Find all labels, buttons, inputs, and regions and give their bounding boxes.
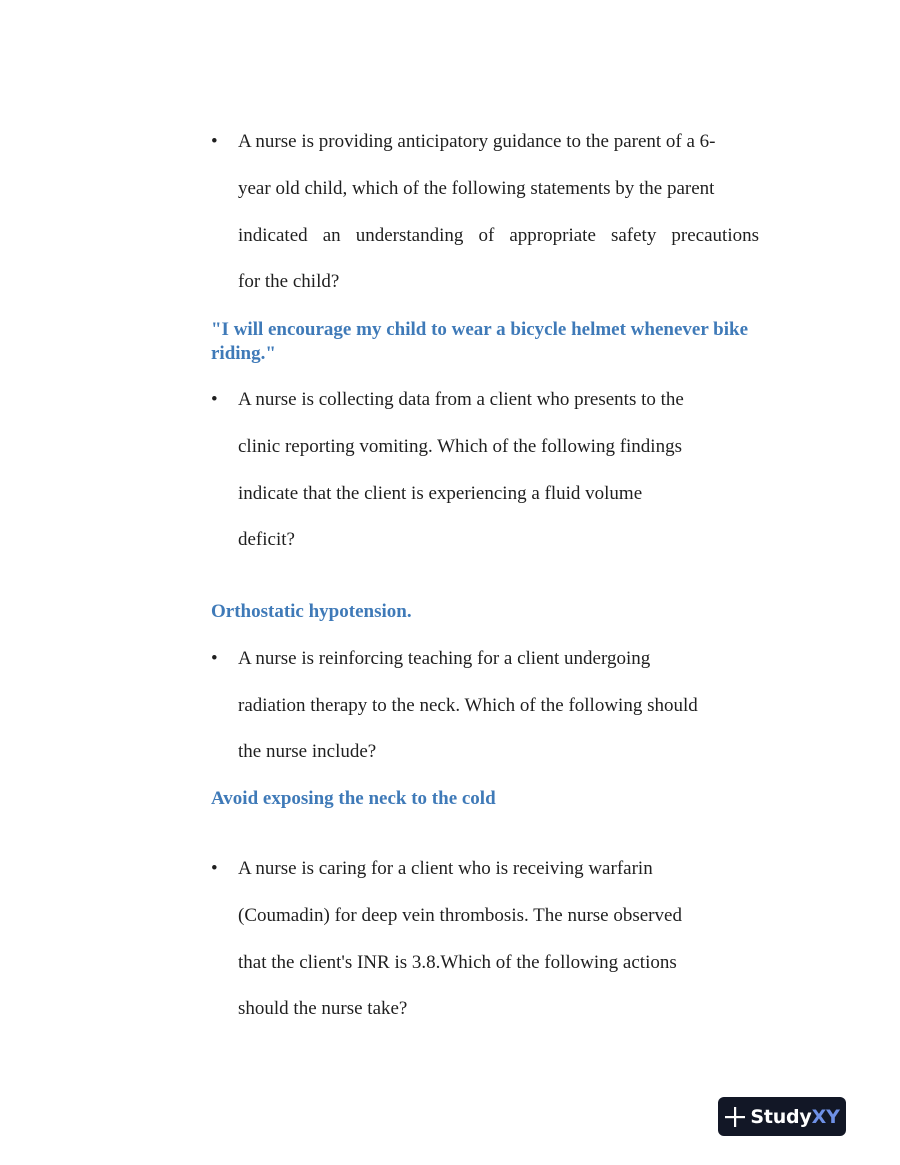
logo-text-accent: XY: [811, 1105, 840, 1128]
question-4-line-4: should the nurse take?: [238, 998, 408, 1019]
question-1-line-2: year old child, which of the following statements by the parent: [238, 178, 715, 199]
question-3-line-2: radiation therapy to the neck. Which of the following should: [238, 695, 698, 716]
answer-3: Avoid exposing the neck to the cold: [211, 788, 496, 809]
question-2-line-1: A nurse is collecting data from a client who presents to the: [238, 389, 684, 410]
question-4-line-1: A nurse is caring for a client who is receiving warfarin: [238, 858, 653, 879]
studyxy-logo[interactable]: [718, 1097, 846, 1136]
answer-1-line-2: riding.": [211, 343, 276, 364]
question-4-line-2: (Coumadin) for deep vein thrombosis. The nurse observed: [238, 905, 682, 926]
bullet-point: •: [211, 389, 218, 410]
question-2-line-2: clinic reporting vomiting. Which of the following findings: [238, 436, 682, 457]
question-3-line-1: A nurse is reinforcing teaching for a client undergoing: [238, 648, 651, 669]
logo-text: [750, 1106, 839, 1128]
question-4-line-3: that the client's INR is 3.8.Which of the following actions: [238, 952, 677, 973]
question-1: [211, 130, 771, 300]
plus-icon: [724, 1106, 746, 1128]
question-2-line-4: deficit?: [238, 529, 295, 550]
question-1-line-1: A nurse is providing anticipatory guidance to the parent of a 6-: [238, 131, 716, 152]
answer-1-line-1: "I will encourage my child to wear a bicycle helmet whenever bike: [211, 319, 749, 340]
question-3: [211, 647, 771, 767]
logo-text-main: Study: [750, 1105, 812, 1128]
question-3-line-3: the nurse include?: [238, 741, 377, 762]
question-4: [211, 857, 771, 1027]
question-1-line-3: indicated an understanding of appropriate safety precautions: [238, 225, 759, 246]
bullet-point: •: [211, 858, 218, 879]
question-1-line-4: for the child?: [238, 271, 340, 292]
question-2: [211, 388, 771, 558]
bullet-point: •: [211, 131, 218, 152]
question-2-line-3: indicate that the client is experiencing a fluid volume: [238, 483, 643, 504]
answer-2: Orthostatic hypotension.: [211, 601, 412, 622]
bullet-point: •: [211, 648, 218, 669]
